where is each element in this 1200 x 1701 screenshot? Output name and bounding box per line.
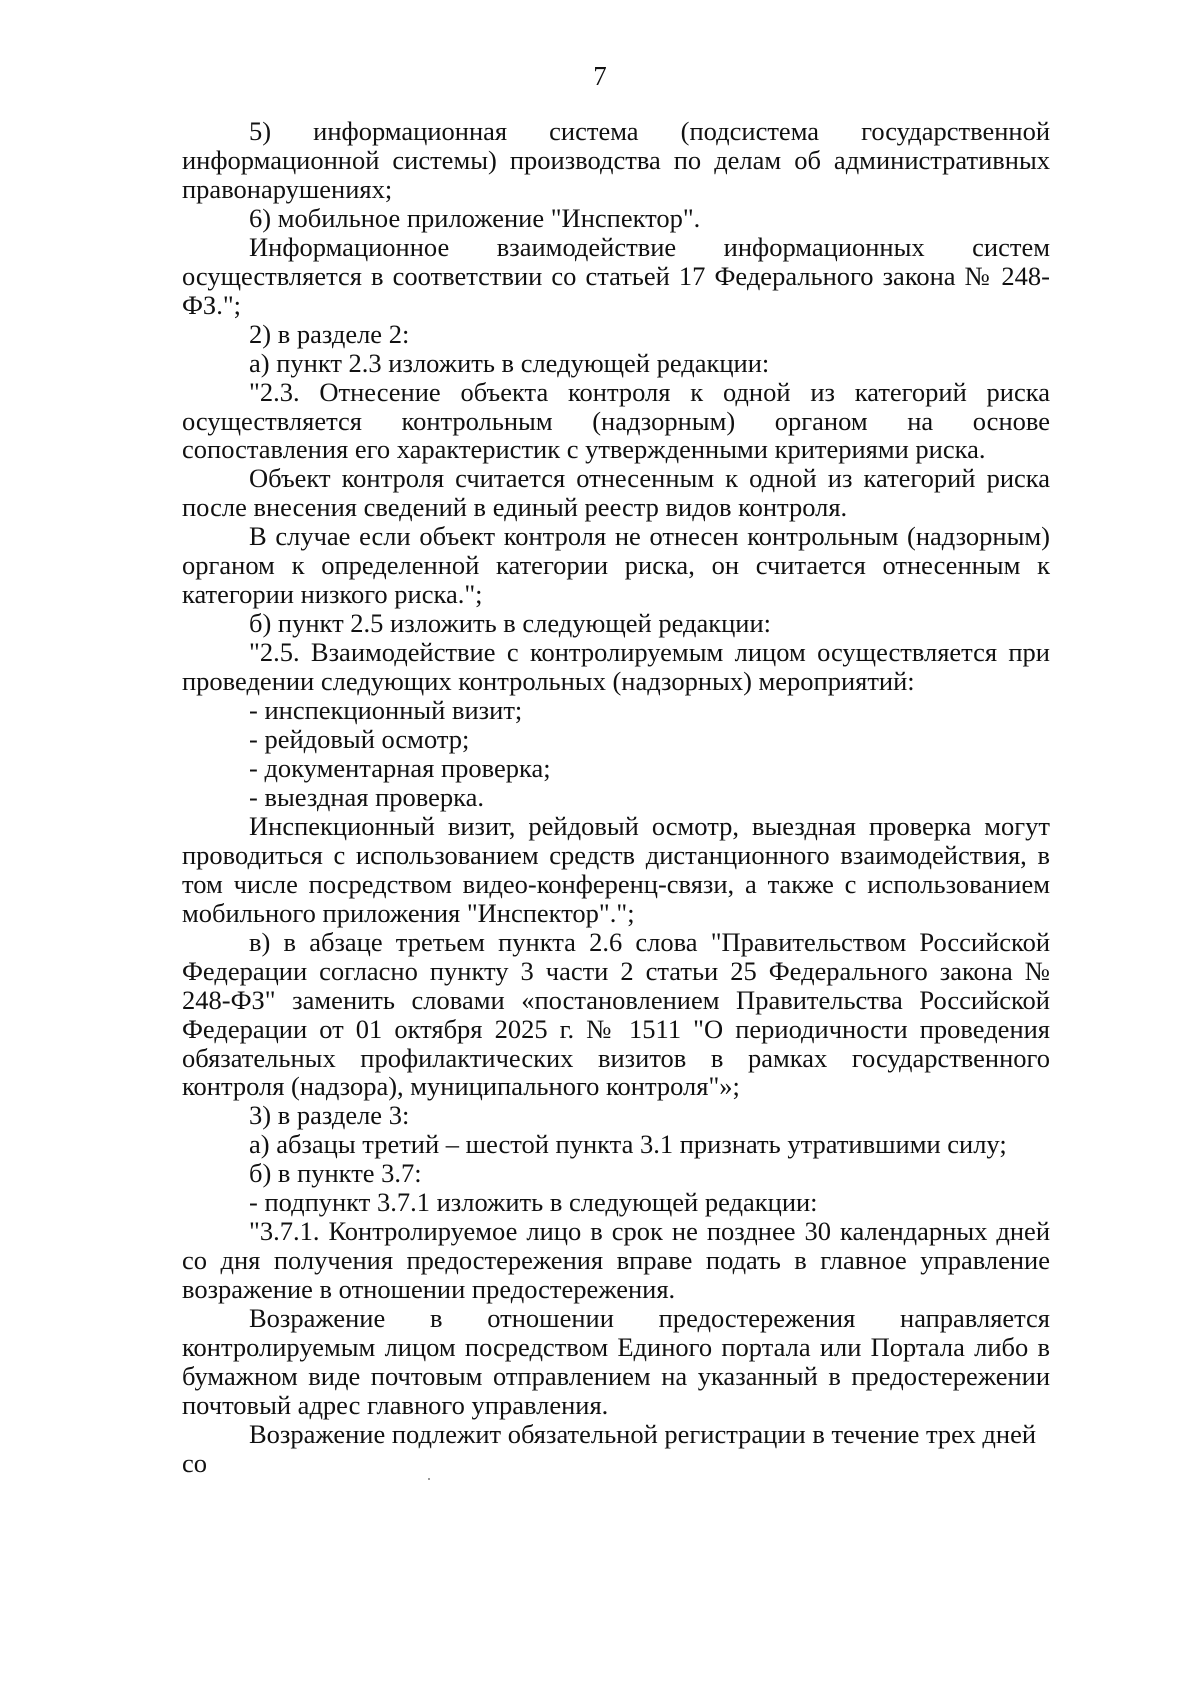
list-item-documentary-check: - документарная проверка; bbox=[249, 752, 551, 783]
list-item-raid-inspection: - рейдовый осмотр; bbox=[249, 724, 470, 755]
paragraph-item-6: 6) мобильное приложение "Инспектор". bbox=[249, 202, 701, 233]
paragraph-item-5: 5) информационная система (подсистема государственной информационной системы) производства по делам об административных правонарушениях; bbox=[182, 116, 1050, 204]
paragraph-2-3-text: "2.3. Отнесение объекта контроля к одной из категорий риска осуществляется контрольным (надзорным) органом на основе сопоставления его характеристик с утвержденными критериями риска. bbox=[182, 376, 1050, 465]
paragraph-risk-category: Объект контроля считается отнесенным к одной из категорий риска после внесения сведений в единый реестр видов контроля. bbox=[182, 463, 1050, 523]
list-item-inspection-visit: - инспекционный визит; bbox=[249, 695, 523, 726]
paragraph-3-7-1-heading: - подпункт 3.7.1 изложить в следующей редакции: bbox=[249, 1187, 818, 1218]
paragraph-2-6-amendment: в) в абзаце третьем пункта 2.6 слова "Правительством Российской Федерации согласно пункту 3 части 2 статьи 25 Федерального закона № 248-ФЗ" заменить словами «постановлением Правительства Российской Федерации от 01 октября 2025 г. № 1511 "О периодичности проведения обязательных профилактических визитов в рамках государственного контроля (надзора), муниципального контроля"»; bbox=[182, 926, 1050, 1102]
paragraph-section-3: 3) в разделе 3: bbox=[249, 1100, 410, 1131]
paragraph-remote-interaction: Инспекционный визит, рейдовый осмотр, выездная проверка могут проводиться с использованием средств дистанционного взаимодействия, в том числе посредством видео-конференц-связи, а также с использованием мобильного приложения "Инспектор"."; bbox=[182, 810, 1050, 928]
paragraph-3-7-1-text: "3.7.1. Контролируемое лицо в срок не позднее 30 календарных дней со дня получения предостережения вправе подать в главное управление возражение в отношении предостережения. bbox=[182, 1216, 1050, 1305]
paragraph-2-5-text: "2.5. Взаимодействие с контролируемым лицом осуществляется при проведении следующих контрольных (надзорных) мероприятий: bbox=[182, 637, 1050, 697]
list-item-onsite-check: - выездная проверка. bbox=[249, 781, 484, 812]
paragraph-2-3-heading: а) пункт 2.3 изложить в следующей редакции: bbox=[249, 347, 770, 378]
paragraph-objection-registration: Возражение подлежит обязательной регистрации в течение трех дней со bbox=[182, 1418, 1037, 1478]
document-body bbox=[182, 117, 1050, 1478]
page-number: 7 bbox=[593, 61, 607, 91]
paragraph-info-interaction: Информационное взаимодействие информационных систем осуществляется в соответствии со статьей 17 Федерального закона № 248-ФЗ."; bbox=[182, 231, 1050, 320]
paragraph-3-1-repeal: а) абзацы третий – шестой пункта 3.1 признать утратившими силу; bbox=[249, 1129, 1007, 1160]
scan-speck bbox=[428, 1478, 430, 1480]
paragraph-2-5-heading: б) пункт 2.5 изложить в следующей редакции: bbox=[249, 608, 772, 639]
paragraph-low-risk: В случае если объект контроля не отнесен контрольным (надзорным) органом к определенной категории риска, он считается отнесенным к категории низкого риска."; bbox=[182, 521, 1050, 610]
paragraph-3-7-heading: б) в пункте 3.7: bbox=[249, 1158, 422, 1189]
paragraph-objection-submission: Возражение в отношении предостережения направляется контролируемым лицом посредством Единого портала или Портала либо в бумажном виде почтовым отправлением на указанный в предостережении почтовый адрес главного управления. bbox=[182, 1303, 1050, 1420]
paragraph-section-2: 2) в разделе 2: bbox=[249, 318, 410, 349]
